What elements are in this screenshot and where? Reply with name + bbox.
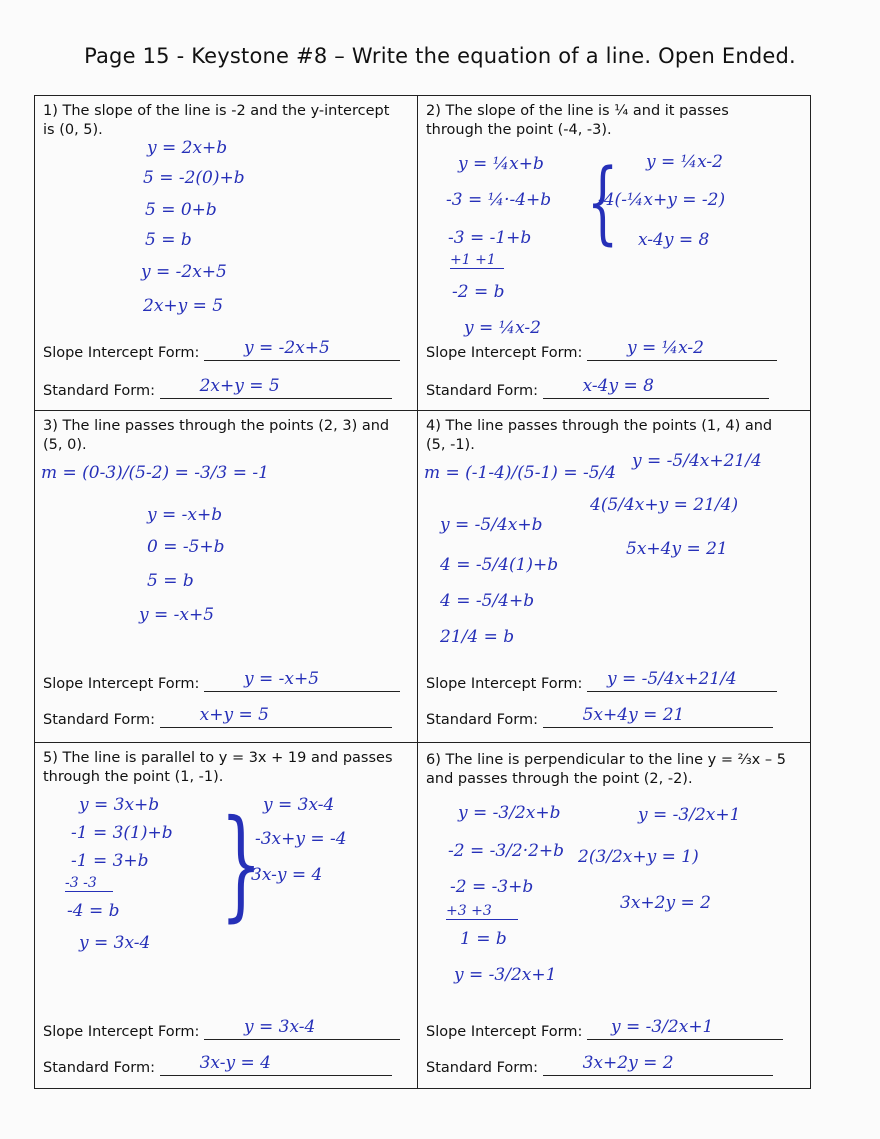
standard-answer: 3x+2y = 2 <box>582 1053 674 1073</box>
slope-intercept-answer-blank[interactable] <box>204 1017 400 1040</box>
standard-answer-blank[interactable] <box>543 705 773 728</box>
problem-2 <box>418 96 800 410</box>
problem-6-work-line: y = -3/2x+1 <box>454 965 557 985</box>
problem-5-standard <box>43 1053 392 1076</box>
problem-2-work-line: -3 = -1+b <box>448 228 532 248</box>
problem-6-side-work: y = -3/2x+1 <box>638 805 741 825</box>
problem-5-side-work: 3x-y = 4 <box>251 865 323 885</box>
standard-label: Standard Form: <box>426 1060 538 1076</box>
slope-intercept-label: Slope Intercept Form: <box>426 1024 583 1040</box>
standard-answer-blank[interactable] <box>543 1053 773 1076</box>
problem-5-prompt: 5) The line is parallel to y = 3x + 19 and passes through the point (1, -1). <box>43 750 393 785</box>
problem-3 <box>35 411 417 742</box>
page-title: Page 15 - Keystone #8 – Write the equation of a line. Open Ended. <box>84 44 796 68</box>
problem-6-side-work: 3x+2y = 2 <box>620 893 711 913</box>
problem-1-slope-intercept <box>43 338 400 361</box>
problem-5-work-line: -1 = 3+b <box>71 851 149 871</box>
problem-4-work-line: y = -5/4x+b <box>440 515 543 535</box>
problem-2-work-line: y = ¼x-2 <box>464 318 541 338</box>
problem-5-work-line: y = 3x+b <box>79 795 160 815</box>
problem-3-work-line: y = -x+5 <box>139 605 215 625</box>
slope-intercept-answer: y = 3x-4 <box>243 1017 316 1037</box>
problem-6-work-line: +3 +3 <box>446 903 518 920</box>
problem-1-work-line: y = -2x+5 <box>141 262 227 282</box>
problem-3-slope-intercept <box>43 669 400 692</box>
slope-intercept-answer-blank[interactable] <box>204 669 400 692</box>
slope-intercept-label: Slope Intercept Form: <box>426 345 583 361</box>
standard-answer-blank[interactable] <box>543 376 769 399</box>
slope-intercept-answer: y = -x+5 <box>243 669 320 689</box>
problem-6-work-line: 1 = b <box>460 929 507 949</box>
problem-1-standard <box>43 376 392 399</box>
problem-4-work-line: 4 = -5/4+b <box>440 591 535 611</box>
problem-5-side-work: -3x+y = -4 <box>255 829 347 849</box>
standard-answer: 5x+4y = 21 <box>582 705 685 725</box>
slope-intercept-answer: y = ¼x-2 <box>626 338 704 358</box>
standard-answer-blank[interactable] <box>160 705 392 728</box>
problem-3-prompt: 3) The line passes through the points (2, 3) and (5, 0). <box>43 418 390 453</box>
slope-intercept-answer-blank[interactable] <box>587 669 777 692</box>
problem-6-work-line: -2 = -3+b <box>450 877 534 897</box>
problem-1-work-line: 5 = 0+b <box>145 200 217 220</box>
problem-2-side-work: y = ¼x-2 <box>646 152 723 172</box>
problem-4-side-work: 4(5/4x+y = 21/4) <box>590 495 739 515</box>
slope-intercept-answer: y = -3/2x+1 <box>610 1017 714 1037</box>
standard-label: Standard Form: <box>426 383 538 399</box>
standard-answer: 3x-y = 4 <box>199 1053 271 1073</box>
problem-4-work-line: m = (-1-4)/(5-1) = -5/4 <box>424 463 617 483</box>
slope-intercept-answer-blank[interactable] <box>587 338 777 361</box>
problem-5-work-line: -1 = 3(1)+b <box>71 823 173 843</box>
problem-6-slope-intercept <box>426 1017 783 1040</box>
standard-label: Standard Form: <box>43 1060 155 1076</box>
problem-1-work-line: 5 = -2(0)+b <box>143 168 245 188</box>
problem-2-standard <box>426 376 769 399</box>
slope-intercept-answer: y = -5/4x+21/4 <box>606 669 737 689</box>
problem-2-prompt: 2) The slope of the line is ¼ and it passes through the point (-4, -3). <box>426 103 729 138</box>
standard-answer: x-4y = 8 <box>582 376 654 396</box>
problem-6-work-line: -2 = -3/2·2+b <box>448 841 565 861</box>
problem-4 <box>418 411 800 742</box>
problem-3-work-line: 5 = b <box>147 571 194 591</box>
problem-2-slope-intercept <box>426 338 777 361</box>
problem-4-standard <box>426 705 773 728</box>
problem-1-work-line: y = 2x+b <box>147 138 228 158</box>
problem-5 <box>35 743 417 1088</box>
problem-3-work-line: 0 = -5+b <box>147 537 225 557</box>
problem-4-work-line: 4 = -5/4(1)+b <box>440 555 559 575</box>
standard-answer-blank[interactable] <box>160 1053 392 1076</box>
brace-icon: } <box>220 795 263 934</box>
problem-3-work-line: y = -x+b <box>147 505 223 525</box>
problem-3-standard <box>43 705 392 728</box>
problem-2-work-line: +1 +1 <box>450 252 504 269</box>
problem-5-slope-intercept <box>43 1017 400 1040</box>
problem-1-work-line: 5 = b <box>145 230 192 250</box>
problem-grid <box>34 95 811 1089</box>
problem-5-work-line: -4 = b <box>67 901 120 921</box>
problem-5-work-line: -3 -3 <box>65 875 113 892</box>
problem-2-work-line: -2 = b <box>452 282 505 302</box>
problem-2-work-line: -3 = ¼·-4+b <box>446 190 552 210</box>
problem-6-prompt: 6) The line is perpendicular to the line y = ⅔x – 5 and passes through the point (2, -2). <box>426 752 786 787</box>
problem-6 <box>418 743 800 1088</box>
problem-4-side-work: y = -5/4x+21/4 <box>632 451 762 471</box>
problem-5-work-line: y = 3x-4 <box>79 933 151 953</box>
problem-6-standard <box>426 1053 773 1076</box>
slope-intercept-answer: y = -2x+5 <box>243 338 330 358</box>
brace-icon: { <box>586 150 619 255</box>
standard-answer-blank[interactable] <box>160 376 392 399</box>
slope-intercept-label: Slope Intercept Form: <box>43 1024 200 1040</box>
problem-3-work-line: m = (0-3)/(5-2) = -3/3 = -1 <box>41 463 269 483</box>
slope-intercept-answer-blank[interactable] <box>587 1017 783 1040</box>
problem-4-slope-intercept <box>426 669 777 692</box>
problem-2-side-work: -4(-¼x+y = -2) <box>598 190 726 210</box>
problem-2-side-work: x-4y = 8 <box>638 230 710 250</box>
problem-6-side-work: 2(3/2x+y = 1) <box>578 847 699 867</box>
problem-1 <box>35 96 417 410</box>
standard-label: Standard Form: <box>426 712 538 728</box>
slope-intercept-label: Slope Intercept Form: <box>426 676 583 692</box>
problem-4-work-line: 21/4 = b <box>440 627 515 647</box>
problem-6-work-line: y = -3/2x+b <box>458 803 561 823</box>
problem-5-side-work: y = 3x-4 <box>263 795 335 815</box>
problem-4-side-work: 5x+4y = 21 <box>626 539 728 559</box>
standard-label: Standard Form: <box>43 383 155 399</box>
slope-intercept-label: Slope Intercept Form: <box>43 676 200 692</box>
slope-intercept-label: Slope Intercept Form: <box>43 345 200 361</box>
problem-1-work-line: 2x+y = 5 <box>143 296 224 316</box>
slope-intercept-answer-blank[interactable] <box>204 338 400 361</box>
problem-4-prompt: 4) The line passes through the points (1, 4) and (5, -1). <box>426 418 773 453</box>
problem-2-work-line: y = ¼x+b <box>458 154 544 174</box>
standard-answer: 2x+y = 5 <box>199 376 280 396</box>
problem-1-prompt: 1) The slope of the line is -2 and the y-intercept is (0, 5). <box>43 103 390 138</box>
standard-answer: x+y = 5 <box>199 705 269 725</box>
standard-label: Standard Form: <box>43 712 155 728</box>
